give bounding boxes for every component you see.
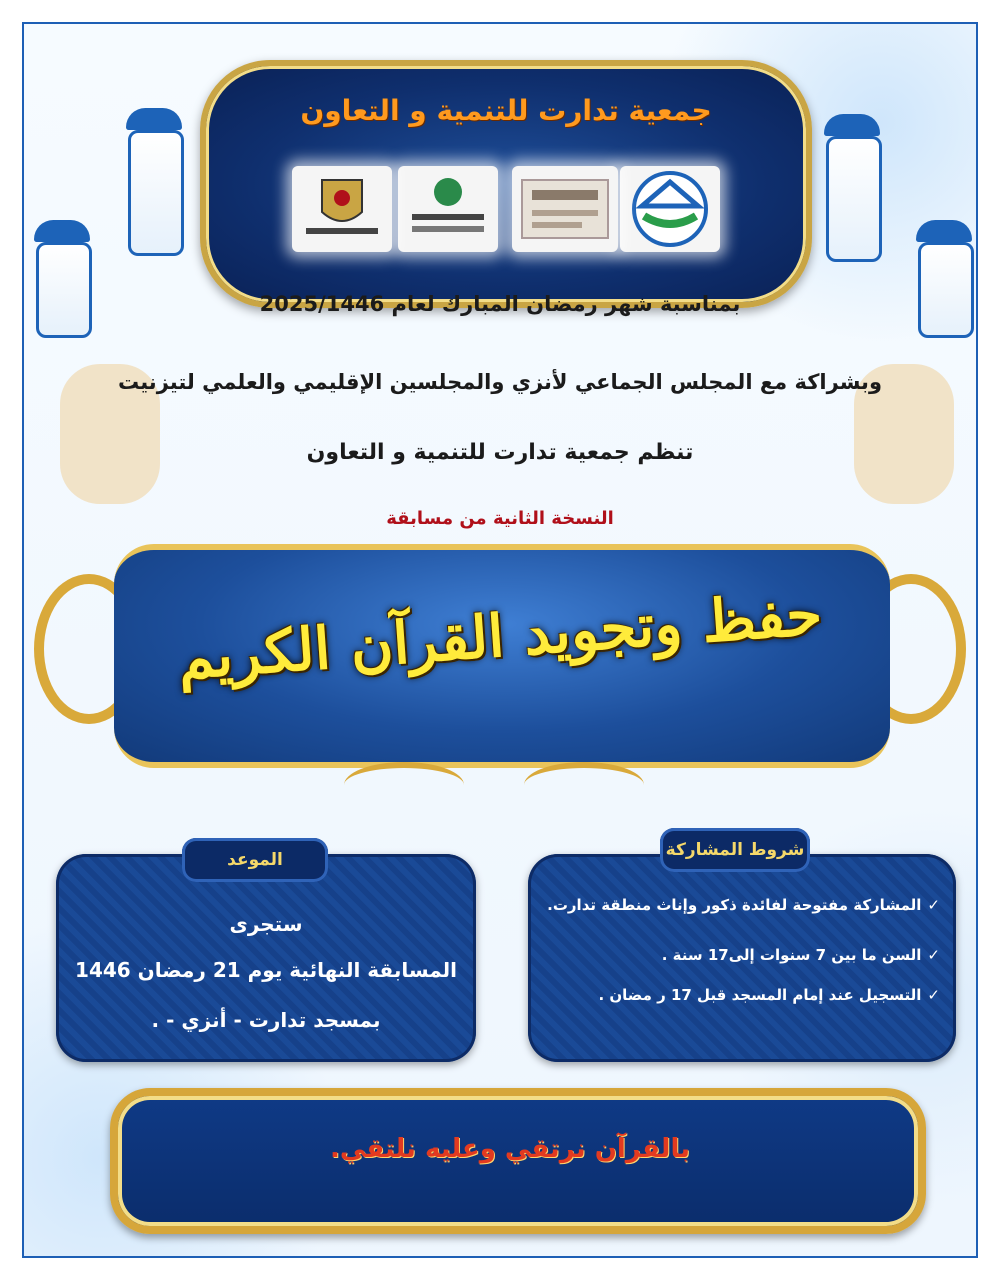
slogan-text: بالقرآن نرتقي وعليه نلتقي.	[330, 1134, 690, 1164]
check-icon: ✓	[927, 896, 940, 914]
lantern-icon	[826, 136, 882, 262]
poster	[22, 22, 978, 1258]
check-icon: ✓	[927, 946, 940, 964]
ornament-swirl-icon	[524, 762, 644, 808]
handshake-icon	[620, 166, 720, 252]
condition-item: ✓السن ما بين 7 سنوات إلى17 سنة .	[661, 946, 940, 964]
edition-line: النسخة الثانية من مسابقة	[386, 508, 614, 529]
occasion-line: بمناسبة شهر رمضان المبارك لعام 2025/1446	[259, 292, 741, 316]
commune-anzi-logo	[292, 166, 392, 252]
condition-item: ✓التسجيل عند إمام المسجد قبل 17 ر مضان .	[598, 986, 940, 1004]
provincial-council-logo	[398, 166, 498, 252]
lantern-icon	[34, 220, 90, 242]
competition-title: حفظ وتجويد القرآن الكريم	[175, 579, 825, 693]
scientific-council-logo	[512, 166, 618, 252]
lantern-icon	[916, 220, 972, 242]
ornament-swirl-icon	[344, 762, 464, 808]
header-plaque	[200, 60, 812, 308]
organizer-line: تنظم جمعية تدارت للتنمية و التعاون	[306, 440, 694, 465]
conditions-tab: شروط المشاركة	[660, 828, 810, 872]
condition-item: ✓المشاركة مفتوحة لفائدة ذكور وإناث منطقة تدارت.	[547, 896, 940, 914]
appointment-line: ستجرى	[229, 912, 303, 936]
partnership-line: وبشراكة مع المجلس الجماعي لأنزي والمجلسين الإقليمي والعلمي لتيزنيت	[118, 370, 882, 394]
lantern-icon	[918, 242, 974, 338]
check-icon: ✓	[927, 986, 940, 1004]
lantern-icon	[128, 130, 184, 256]
association-logo	[620, 166, 720, 252]
lantern-icon	[36, 242, 92, 338]
appointment-tab: الموعد	[182, 838, 328, 882]
org-title: جمعية تدارت للتنمية و التعاون	[300, 94, 712, 127]
appointment-line: بمسجد تدارت - أنزي - .	[151, 1008, 381, 1032]
lantern-icon	[126, 108, 182, 130]
appointment-line: المسابقة النهائية يوم 21 رمضان 1446	[75, 958, 457, 982]
lantern-icon	[824, 114, 880, 136]
